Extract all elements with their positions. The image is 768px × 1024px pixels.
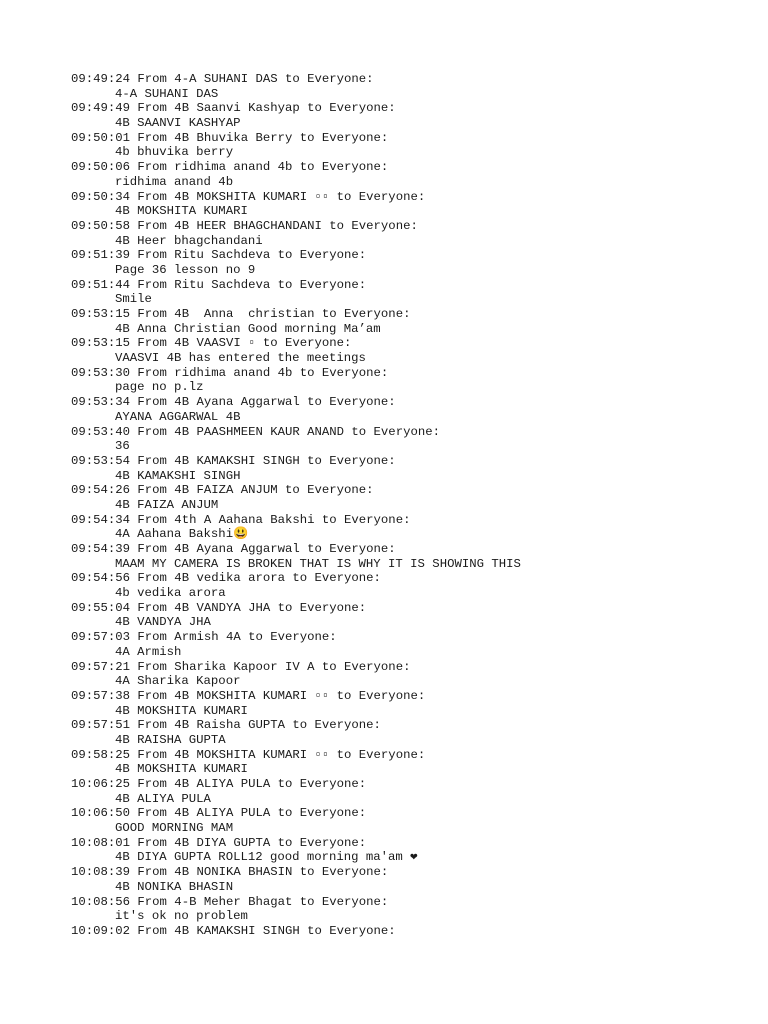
chat-entry <box>71 689 761 718</box>
entry-header: 09:58:25 From 4B MOKSHITA KUMARI ▫▫ to Everyone: <box>71 747 426 762</box>
chat-entry <box>71 513 761 542</box>
entry-message: 4A Sharika Kapoor <box>115 674 241 689</box>
entry-header: 09:53:54 From 4B KAMAKSHI SINGH to Everyone: <box>71 453 396 468</box>
entry-header: 09:50:34 From 4B MOKSHITA KUMARI ▫▫ to Everyone: <box>71 189 426 204</box>
chat-entry <box>71 278 761 307</box>
entry-message: 4B FAIZA ANJUM <box>115 497 219 512</box>
entry-header: 09:50:01 From 4B Bhuvika Berry to Everyone: <box>71 130 389 145</box>
entry-header: 09:53:15 From 4B Anna christian to Everyone: <box>71 307 411 321</box>
chat-entry <box>71 248 761 277</box>
chat-entry <box>71 865 761 894</box>
entry-message: 4B MOKSHITA KUMARI <box>115 762 248 777</box>
entry-header: 09:57:38 From 4B MOKSHITA KUMARI ▫▫ to Everyone: <box>71 688 426 703</box>
chat-transcript <box>71 72 761 939</box>
entry-header: 09:50:58 From 4B HEER BHAGCHANDANI to Everyone: <box>71 218 418 233</box>
entry-message: 4B DIYA GUPTA ROLL12 good morning ma'am ❤ <box>115 850 418 865</box>
entry-message: 4B SAANVI KASHYAP <box>115 116 241 131</box>
entry-message: 4B NONIKA BHASIN <box>115 879 234 894</box>
chat-entry <box>71 160 761 189</box>
entry-header: 09:50:06 From ridhima anand 4b to Everyone: <box>71 160 389 175</box>
chat-entry <box>71 777 761 806</box>
entry-header: 09:49:24 From 4-A SUHANI DAS to Everyone: <box>71 72 374 86</box>
chat-entry <box>71 483 761 512</box>
entry-header: 09:54:26 From 4B FAIZA ANJUM to Everyone: <box>71 483 374 498</box>
chat-entry <box>71 307 761 336</box>
entry-message: 36 <box>115 439 130 454</box>
chat-entry <box>71 895 761 924</box>
entry-message: it's ok no problem <box>115 909 248 924</box>
entry-header: 10:06:50 From 4B ALIYA PULA to Everyone: <box>71 806 367 821</box>
entry-message: ridhima anand 4b <box>115 174 234 189</box>
entry-header: 10:08:56 From 4-B Meher Bhagat to Everyone: <box>71 894 389 909</box>
chat-entry <box>71 630 761 659</box>
entry-header: 09:57:51 From 4B Raisha GUPTA to Everyone: <box>71 718 381 733</box>
chat-entry <box>71 366 761 395</box>
entry-header: 09:54:34 From 4th A Aahana Bakshi to Everyone: <box>71 512 411 527</box>
entry-header: 09:54:39 From 4B Ayana Aggarwal to Everyone: <box>71 542 396 556</box>
entry-message: 4B VANDYA JHA <box>115 615 211 630</box>
entry-header: 09:51:39 From Ritu Sachdeva to Everyone: <box>71 248 367 263</box>
entry-header: 10:06:25 From 4B ALIYA PULA to Everyone: <box>71 777 367 791</box>
entry-message: 4A Aahana Bakshi😃 <box>115 527 249 542</box>
chat-entry <box>71 601 761 630</box>
chat-entry <box>71 836 761 865</box>
entry-header: 09:54:56 From 4B vedika arora to Everyone: <box>71 571 381 586</box>
entry-header: 10:09:02 From 4B KAMAKSHI SINGH to Everyone: <box>71 923 396 938</box>
entry-header: 09:53:40 From 4B PAASHMEEN KAUR ANAND to Everyone: <box>71 424 440 439</box>
entry-message: 4B Heer bhagchandani <box>115 233 263 248</box>
entry-header: 09:53:15 From 4B VAASVI ▫ to Everyone: <box>71 336 352 351</box>
chat-entry <box>71 748 761 777</box>
chat-entry <box>71 454 761 483</box>
chat-entry <box>71 924 761 939</box>
chat-entry <box>71 542 761 571</box>
chat-entry <box>71 101 761 130</box>
entry-header: 09:55:04 From 4B VANDYA JHA to Everyone: <box>71 600 367 615</box>
entry-header: 09:57:21 From Sharika Kapoor IV A to Everyone: <box>71 659 411 674</box>
entry-header: 09:53:30 From ridhima anand 4b to Everyone: <box>71 365 389 380</box>
chat-entry <box>71 190 761 219</box>
entry-message: 4b vedika arora <box>115 586 226 601</box>
entry-message: 4-A SUHANI DAS <box>115 86 219 101</box>
entry-header: 09:57:03 From Armish 4A to Everyone: <box>71 630 337 645</box>
entry-header: 10:08:01 From 4B DIYA GUPTA to Everyone: <box>71 835 367 850</box>
entry-message: 4b bhuvika berry <box>115 145 234 160</box>
entry-message: 4A Armish <box>115 644 182 659</box>
entry-message: AYANA AGGARWAL 4B <box>115 409 241 424</box>
entry-message: 4B ALIYA PULA <box>115 791 211 806</box>
entry-message: VAASVI 4B has entered the meetings <box>115 351 366 366</box>
chat-entry <box>71 660 761 689</box>
entry-message: Page 36 lesson no 9 <box>115 262 256 277</box>
entry-message: 4B MOKSHITA KUMARI <box>115 204 248 219</box>
entry-message: Smile <box>115 292 152 307</box>
entry-header: 09:49:49 From 4B Saanvi Kashyap to Everyone: <box>71 101 396 116</box>
chat-entry <box>71 571 761 600</box>
entry-header: 09:51:44 From Ritu Sachdeva to Everyone: <box>71 277 367 292</box>
entry-message: GOOD MORNING MAM <box>115 821 234 836</box>
entry-header: 10:08:39 From 4B NONIKA BHASIN to Everyone: <box>71 865 389 880</box>
chat-entry <box>71 72 761 101</box>
chat-entry <box>71 806 761 835</box>
chat-entry <box>71 219 761 248</box>
entry-message: 4B RAISHA GUPTA <box>115 732 226 747</box>
chat-entry <box>71 336 761 365</box>
chat-entry <box>71 395 761 424</box>
entry-message: 4B KAMAKSHI SINGH <box>115 468 241 483</box>
chat-entry <box>71 425 761 454</box>
chat-entry <box>71 718 761 747</box>
entry-message: MAAM MY CAMERA IS BROKEN THAT IS WHY IT IS SHOWING THIS <box>115 556 521 571</box>
entry-message: 4B MOKSHITA KUMARI <box>115 703 248 718</box>
entry-message: page no p.lz <box>115 380 204 395</box>
entry-message: 4B Anna Christian Good morning Ma’am <box>115 321 381 336</box>
entry-header: 09:53:34 From 4B Ayana Aggarwal to Everyone: <box>71 395 396 410</box>
chat-entry <box>71 131 761 160</box>
